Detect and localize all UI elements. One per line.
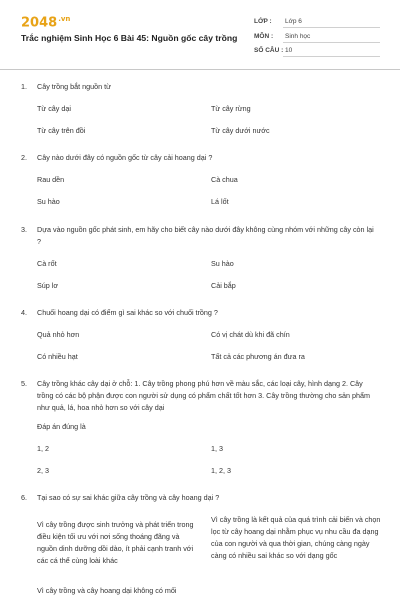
logo-text: 2048 [21, 15, 58, 31]
question-number: 4. [21, 308, 27, 317]
meta-underline [283, 42, 380, 43]
option-5c[interactable]: 2, 3 [37, 466, 49, 475]
question-number: 3. [21, 225, 27, 234]
question-text: Tại sao có sự sai khác giữa cây trồng và cây hoang dại ? [37, 493, 220, 502]
header-divider [0, 69, 400, 70]
question-text: Cây nào dưới đây có nguồn gốc từ cây cải hoang dại ? [37, 153, 213, 162]
option-5d[interactable]: 1, 2, 3 [211, 466, 231, 475]
option-3b[interactable]: Su hào [211, 259, 234, 268]
question-number: 1. [21, 82, 27, 91]
option-5a[interactable]: 1, 2 [37, 444, 49, 453]
meta-value: Sinh học [285, 33, 311, 40]
site-logo[interactable] [21, 15, 70, 30]
option-4d[interactable]: Tất cả các phương án đưa ra [211, 352, 305, 361]
meta-label: LỚP : [254, 18, 272, 25]
answer-label: Đáp án đúng là [37, 422, 86, 431]
option-4b[interactable]: Có vị chát dù khi đã chín [211, 330, 290, 339]
option-4c[interactable]: Có nhiều hạt [37, 352, 78, 361]
meta-value: Lớp 6 [285, 18, 302, 25]
option-3d[interactable]: Cải bắp [211, 281, 236, 290]
meta-label: MÔN : [254, 33, 274, 40]
option-6a[interactable]: Vì cây trồng được sinh trưởng và phát triển trong điều kiện tối ưu với nơi sống thoáng đãng và nguồn dinh dưỡng dồi dào, ít phải cạnh tranh với các cá thể cùng loài khác [37, 520, 194, 565]
page-title: Trắc nghiệm Sinh Học 6 Bài 45: Nguồn gốc cây trồng [21, 33, 238, 43]
meta-label: SỐ CÂU : [254, 47, 284, 54]
meta-underline [283, 27, 380, 28]
option-3c[interactable]: Súp lơ [37, 281, 59, 290]
option-1a[interactable]: Từ cây dại [37, 104, 71, 113]
option-1b[interactable]: Từ cây rừng [211, 104, 251, 113]
option-2a[interactable]: Rau dền [37, 175, 65, 184]
option-2d[interactable]: Lá lốt [211, 197, 229, 206]
option-1c[interactable]: Từ cây trên đồi [37, 126, 86, 135]
meta-underline [283, 56, 380, 57]
question-text: Dựa vào nguồn gốc phát sinh, em hãy cho biết cây nào dưới đây không cùng nhóm với những cây còn lại ? [37, 225, 374, 246]
question-text: Chuối hoang dại có điểm gì sai khác so với chuối trồng ? [37, 308, 218, 317]
question-number: 2. [21, 153, 27, 162]
logo-suffix: .vn [58, 15, 71, 23]
option-2b[interactable]: Cà chua [211, 175, 238, 184]
question-text: Cây trồng bắt nguồn từ [37, 82, 111, 91]
question-number: 5. [21, 379, 27, 388]
option-6c[interactable]: Vì cây trồng và cây hoang dại không có mối [37, 586, 177, 595]
option-1d[interactable]: Từ cây dưới nước [211, 126, 270, 135]
worksheet-header [0, 0, 400, 70]
question-text: Cây trồng khác cây dại ở chỗ: 1. Cây trồng phong phú hơn về màu sắc, các loại cây, hình dạng 2. Cây trồng có các bộ phận được con người sử dụng có phẩm chất tốt hơn 3. Cây trồng thường cho sản phẩm như quả, lá, hoa nhỏ hơn so với cây dại [37, 379, 370, 412]
question-number: 6. [21, 493, 27, 502]
option-5b[interactable]: 1, 3 [211, 444, 223, 453]
meta-value: 10 [285, 47, 293, 54]
option-4a[interactable]: Quả nhỏ hơn [37, 330, 80, 339]
option-2c[interactable]: Su hào [37, 197, 60, 206]
option-3a[interactable]: Cà rốt [37, 259, 57, 268]
option-6b[interactable]: Vì cây trồng là kết quả của quá trình cải biến và chọn lọc từ cây hoang dại nhằm phục vụ nhu cầu đa dạng của con người và qua thời gian, chúng càng ngày càng có nhiều sai khác so với dạng gốc [211, 515, 381, 560]
